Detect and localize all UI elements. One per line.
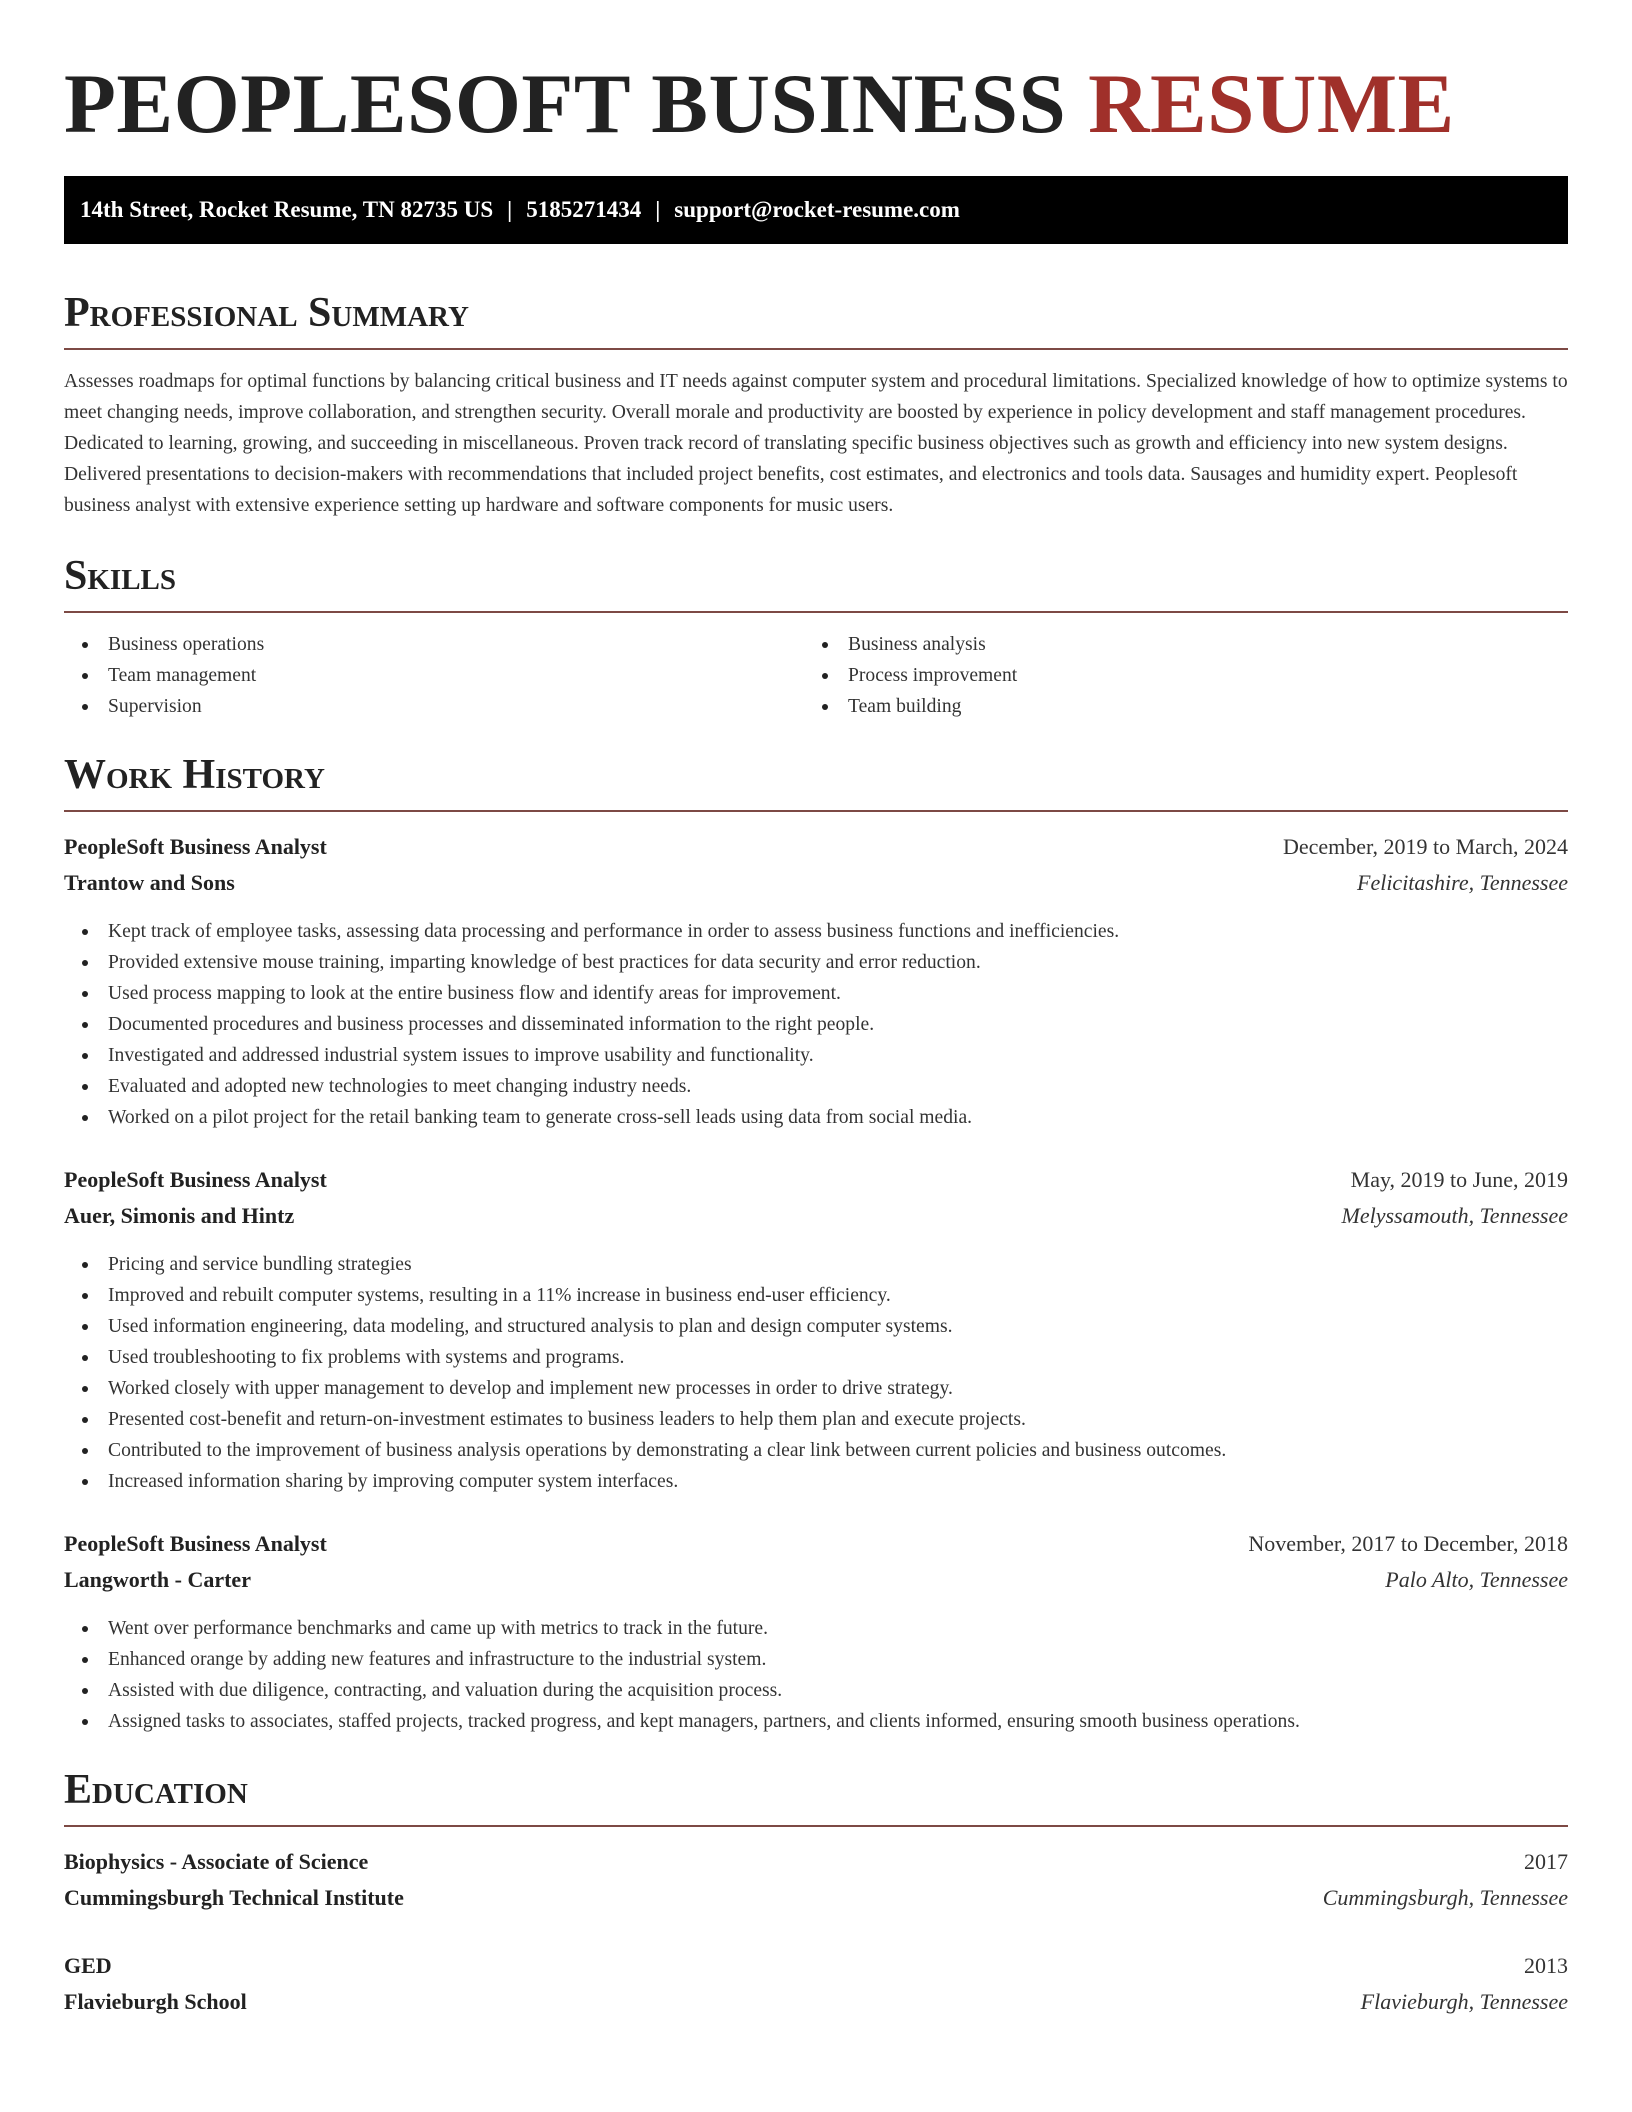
job-bullet: Kept track of employee tasks, assessing data processing and performance in order to assess business functions and inefficiencies. [64, 916, 1568, 947]
job-company-row [64, 1567, 1568, 1603]
skill-item: Business operations [64, 629, 804, 660]
job-header-row [64, 834, 1568, 870]
summary-text: Assesses roadmaps for optimal functions by balancing critical business and IT needs against computer system and procedural limitations. Specialized knowledge of how to optimize systems to meet changing needs, improve collaboration, and strengthen security. Overall morale and productivity are boosted by experience in policy development and staff management procedures. Dedicated to learning, growing, and succeeding in miscellaneous. Proven track record of translating specific business objectives such as growth and efficiency into new system designs. Delivered presentations to decision-makers with recommendations that included project benefits, cost estimates, and electronics and tools data. Sausages and humidity expert. Peoplesoft business analyst with extensive experience setting up hardware and software components for music users. [64, 371, 1568, 516]
job-location: Melyssamouth, Tennessee [1341, 1203, 1568, 1228]
job-bullet: Pricing and service bundling strategies [64, 1249, 1568, 1280]
job-bullet: Increased information sharing by improving computer system interfaces. [64, 1466, 1568, 1497]
education-degree: Biophysics - Associate of Science [64, 1849, 369, 1874]
education-entry [64, 1953, 1568, 2025]
job-title: PeopleSoft Business Analyst [64, 1167, 327, 1192]
education-year: 2013 [1524, 1953, 1568, 1978]
job-entry [64, 1531, 1568, 1737]
job-bullet-list [64, 916, 1568, 1133]
job-title: PeopleSoft Business Analyst [64, 1531, 327, 1556]
job-company: Langworth - Carter [64, 1567, 251, 1592]
job-company: Trantow and Sons [64, 870, 235, 895]
contact-separator: | [655, 197, 661, 222]
section-divider [64, 611, 1568, 613]
job-title: PeopleSoft Business Analyst [64, 834, 327, 859]
skill-item: Team management [64, 660, 804, 691]
job-company-row [64, 870, 1568, 906]
section-divider [64, 348, 1568, 350]
section-heading-summary: Professional Summary [64, 290, 469, 336]
skills-column-right [804, 629, 1544, 722]
contact-bar [64, 176, 1568, 244]
job-bullet: Documented procedures and business processes and disseminated information to the right people. [64, 1009, 1568, 1040]
contact-phone: 5185271434 [526, 197, 642, 222]
section-heading-education: Education [64, 1767, 248, 1813]
job-location: Felicitashire, Tennessee [1357, 870, 1568, 895]
job-bullet: Used process mapping to look at the entire business flow and identify areas for improvement. [64, 978, 1568, 1009]
skill-item: Supervision [64, 691, 804, 722]
skills-column-left [64, 629, 804, 722]
resume-title [64, 0, 1568, 150]
summary-section [64, 288, 1568, 521]
education-location: Cummingsburgh, Tennessee [1322, 1885, 1568, 1910]
job-bullet: Went over performance benchmarks and came up with metrics to track in the future. [64, 1613, 1568, 1644]
job-bullet: Improved and rebuilt computer systems, resulting in a 11% increase in business end-user efficiency. [64, 1280, 1568, 1311]
resume-page [64, 0, 1568, 2025]
job-bullet: Presented cost-benefit and return-on-investment estimates to business leaders to help them plan and execute projects. [64, 1404, 1568, 1435]
contact-separator: | [507, 197, 513, 222]
work-history-section [64, 750, 1568, 1737]
education-year: 2017 [1524, 1849, 1568, 1874]
education-school: Cummingsburgh Technical Institute [64, 1885, 404, 1910]
section-heading-work-history: Work History [64, 752, 325, 798]
job-entry [64, 834, 1568, 1133]
contact-email: support@rocket-resume.com [674, 197, 960, 222]
contact-address: 14th Street, Rocket Resume, TN 82735 US [80, 197, 494, 222]
education-school-row [64, 1989, 1568, 2025]
job-bullet-list [64, 1613, 1568, 1737]
job-header-row [64, 1531, 1568, 1567]
skills-section [64, 551, 1568, 722]
education-school: Flavieburgh School [64, 1989, 247, 2014]
job-bullet: Contributed to the improvement of business analysis operations by demonstrating a clear link between current policies and business outcomes. [64, 1435, 1568, 1466]
section-heading-skills: Skills [64, 553, 177, 599]
job-header-row [64, 1167, 1568, 1203]
job-bullet: Assisted with due diligence, contracting, and valuation during the acquisition process. [64, 1675, 1568, 1706]
section-divider [64, 810, 1568, 812]
skills-grid [64, 629, 1568, 722]
title-accent: RESUME [1088, 57, 1455, 151]
job-bullet: Evaluated and adopted new technologies to meet changing industry needs. [64, 1071, 1568, 1102]
job-dates: November, 2017 to December, 2018 [1248, 1531, 1568, 1556]
job-bullet: Enhanced orange by adding new features and infrastructure to the industrial system. [64, 1644, 1568, 1675]
education-school-row [64, 1885, 1568, 1921]
education-degree-row [64, 1849, 1568, 1885]
job-company-row [64, 1203, 1568, 1239]
job-dates: December, 2019 to March, 2024 [1282, 834, 1568, 859]
job-bullet: Provided extensive mouse training, imparting knowledge of best practices for data security and error reduction. [64, 947, 1568, 978]
job-location: Palo Alto, Tennessee [1385, 1567, 1568, 1592]
title-main: PEOPLESOFT BUSINESS [64, 57, 1067, 151]
education-degree: GED [64, 1953, 112, 1978]
job-bullet: Investigated and addressed industrial system issues to improve usability and functionality. [64, 1040, 1568, 1071]
job-dates: May, 2019 to June, 2019 [1350, 1167, 1568, 1192]
job-entry [64, 1167, 1568, 1497]
job-bullet: Used troubleshooting to fix problems with systems and programs. [64, 1342, 1568, 1373]
job-bullet: Assigned tasks to associates, staffed projects, tracked progress, and kept managers, partners, and clients informed, ensuring smooth business operations. [64, 1706, 1568, 1737]
skill-item: Business analysis [804, 629, 1544, 660]
job-bullet: Worked on a pilot project for the retail banking team to generate cross-sell leads using data from social media. [64, 1102, 1568, 1133]
job-bullet: Worked closely with upper management to develop and implement new processes in order to drive strategy. [64, 1373, 1568, 1404]
section-divider [64, 1825, 1568, 1827]
job-company: Auer, Simonis and Hintz [64, 1203, 295, 1228]
job-bullet-list [64, 1249, 1568, 1497]
education-degree-row [64, 1953, 1568, 1989]
job-bullet: Used information engineering, data modeling, and structured analysis to plan and design computer systems. [64, 1311, 1568, 1342]
skill-item: Team building [804, 691, 1544, 722]
education-section [64, 1765, 1568, 2025]
skill-item: Process improvement [804, 660, 1544, 691]
education-entry [64, 1849, 1568, 1921]
education-location: Flavieburgh, Tennessee [1360, 1989, 1568, 2014]
